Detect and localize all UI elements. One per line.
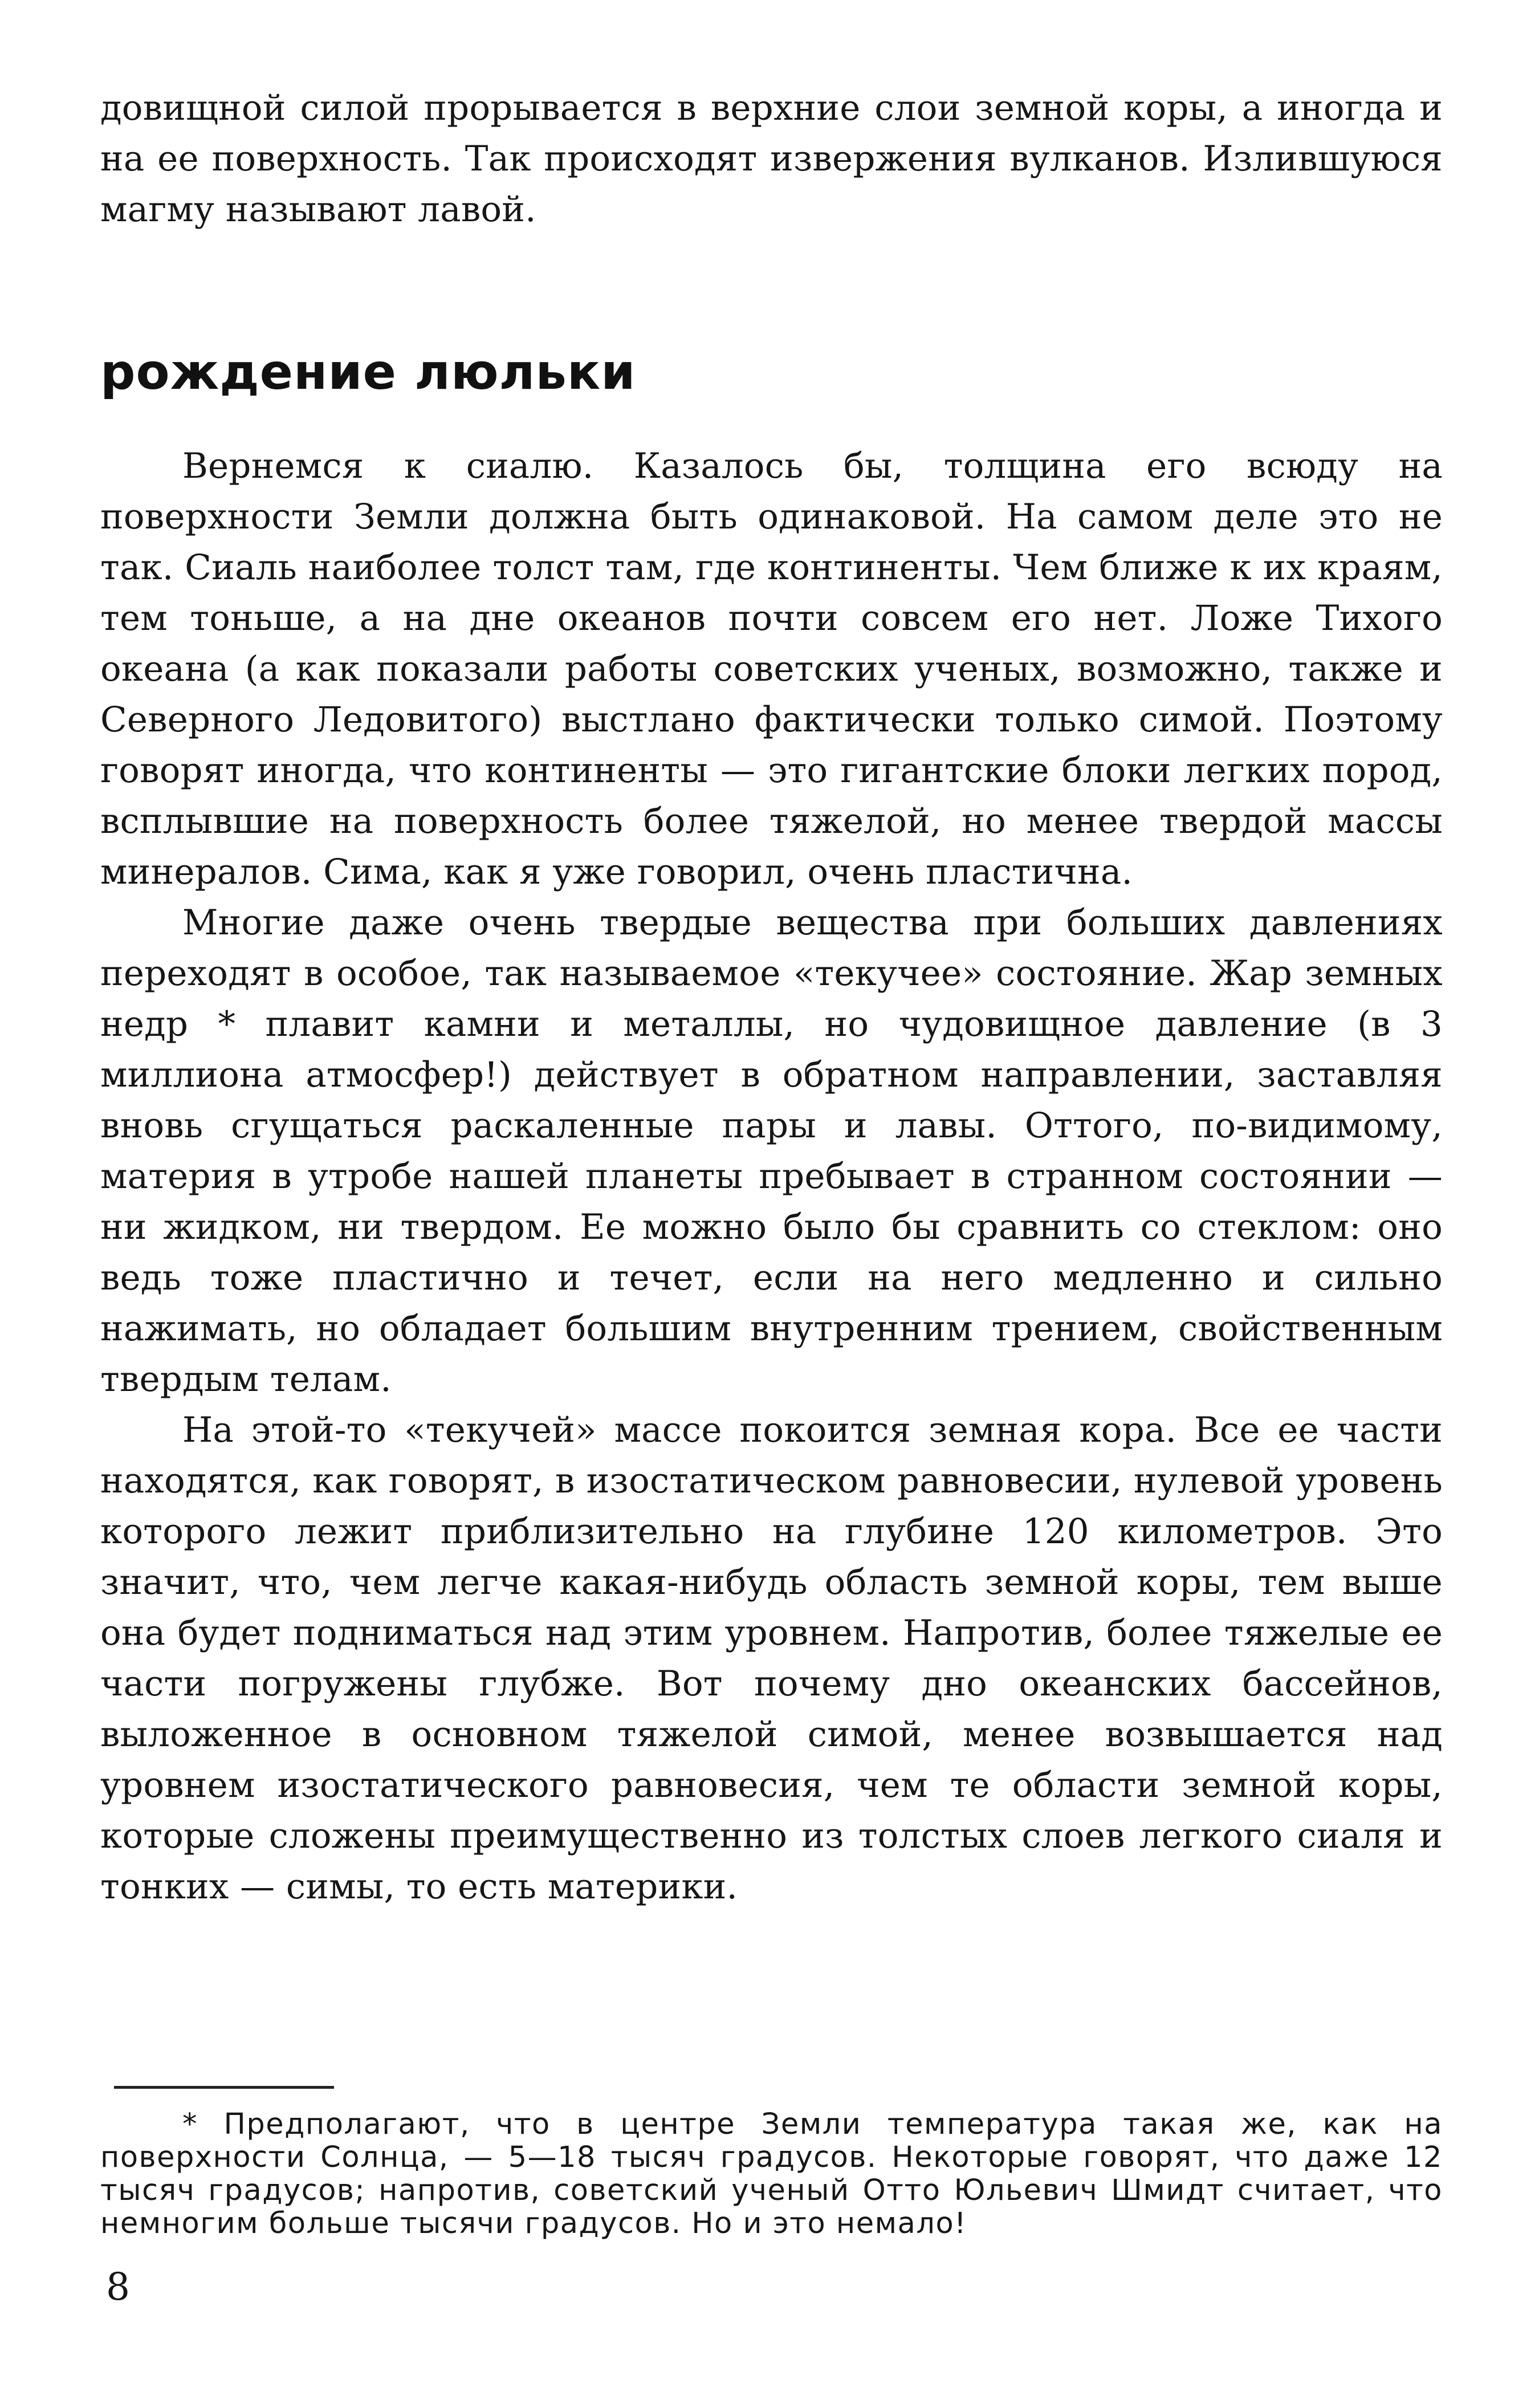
footnote-divider [114,2086,334,2089]
intro-paragraph: довищной силой прорывается в верхние слои земной коры, а иногда и на ее поверхность. Так происходят извержения вулканов. Излившуюся магму называют лавой. [100,88,1443,230]
intro-text [100,83,1443,235]
footnote: * Предполагают, что в центре Земли температура такая же, как на поверхности Солнца, — 5—18 тысяч градусов. Некоторые говорят, что даже 12 тысяч градусов; напротив, советский ученый Отто Юльевич Шмидт считает, что немногим больше тысячи градусов. Но и это немало! [100,2108,1443,2240]
body-paragraph-3: На этой-то «текучей» массе покоится земная кора. Все ее части находятся, как говорят, в изостатическом равновесии, нулевой уровень которого лежит приблизительно на глубине 120 километров. Это значит, что, чем легче какая-нибудь область земной коры, тем выше она будет подниматься над этим уровнем. Напротив, более тяжелые ее части погружены глубже. Вот почему дно океанских бассейнов, выложенное в основном тяжелой симой, менее возвышается над уровнем изостатического равновесия, чем те области земной коры, которые сложены преимущественно из толстых слоев легкого сиаля и тонких — симы, то есть материки. [100,1410,1443,1907]
page-number: 8 [106,2265,130,2309]
body-paragraph-2: Многие даже очень твердые вещества при больших давлениях переходят в особое, так называемое «текучее» состояние. Жар земных недр * плавит камни и металлы, но чудовищное давление (в 3 миллиона атмосфер!) действует в обратном направлении, заставляя вновь сгущаться раскаленные пары и лавы. Оттого, по-видимому, материя в утробе нашей планеты пребывает в странном состоянии — ни жидком, ни твердом. Ее можно было бы сравнить со стеклом: оно ведь тоже пластично и течет, если на него медленно и сильно нажимать, но обладает большим внутренним трением, свойственным твердым телам. [100,902,1443,1400]
section-body [100,441,1443,1912]
body-paragraph-1: Вернемся к сиалю. Казалось бы, толщина его всюду на поверхности Земли должна быть одинаковой. На самом деле это не так. Сиаль наиболее толст там, где континенты. Чем ближе к их краям, тем тоньше, а на дне океанов почти совсем его нет. Ложе Тихого океана (а как показали работы советских ученых, возможно, также и Северного Ледовитого) выстлано фактически только симой. Поэтому говорят иногда, что континенты — это гигантские блоки легких пород, всплывшие на поверхность более тяжелой, но менее твердой массы минералов. Сима, как я уже говорил, очень пластична. [100,446,1443,892]
section-heading: рождение люльки [100,344,636,401]
